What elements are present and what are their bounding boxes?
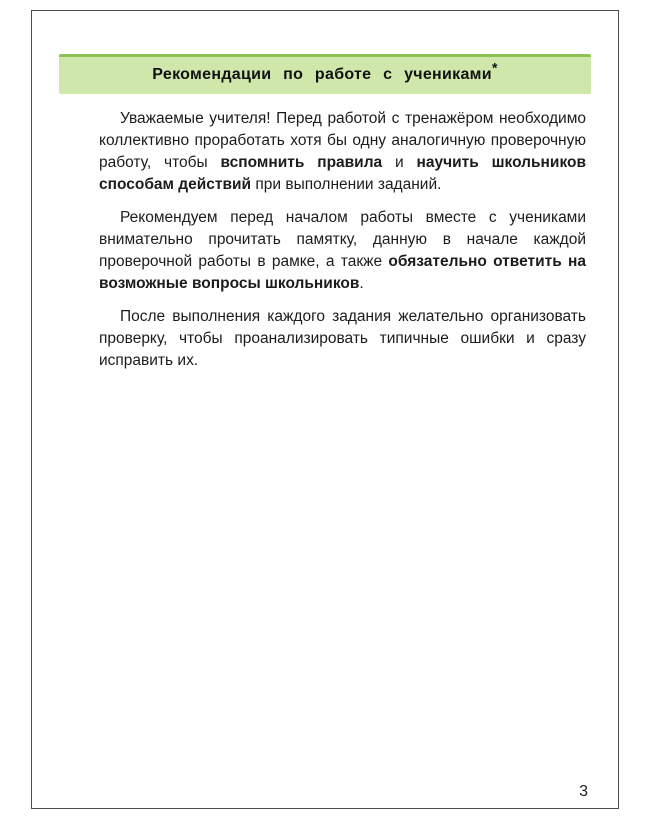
paragraph: После выполнения каждого задания желательно организовать проверку, чтобы проанализировать типичные ошибки и сразу исправить их. [99, 308, 586, 369]
page-content [31, 10, 619, 809]
section-header-box [59, 54, 591, 94]
body-text [99, 108, 586, 372]
section-title-text: Рекомендации по работе с учениками [152, 66, 492, 83]
section-title [152, 59, 498, 83]
page-number: 3 [579, 783, 588, 800]
paragraph: Рекомендуем перед началом работы вместе с учениками внимательно прочитать памятку, данную в начале каждой проверочной работы в рамке, а также обязательно ответить на возможные вопросы школьников. [99, 209, 586, 292]
paragraph: Уважаемые учителя! Перед работой с тренажёром необходимо коллективно проработать хотя бы одну аналогичную проверочную работу, чтобы вспомнить правила и научить школьников способам действий при выполнении заданий. [99, 110, 586, 193]
footnote-asterisk: * [491, 59, 498, 76]
